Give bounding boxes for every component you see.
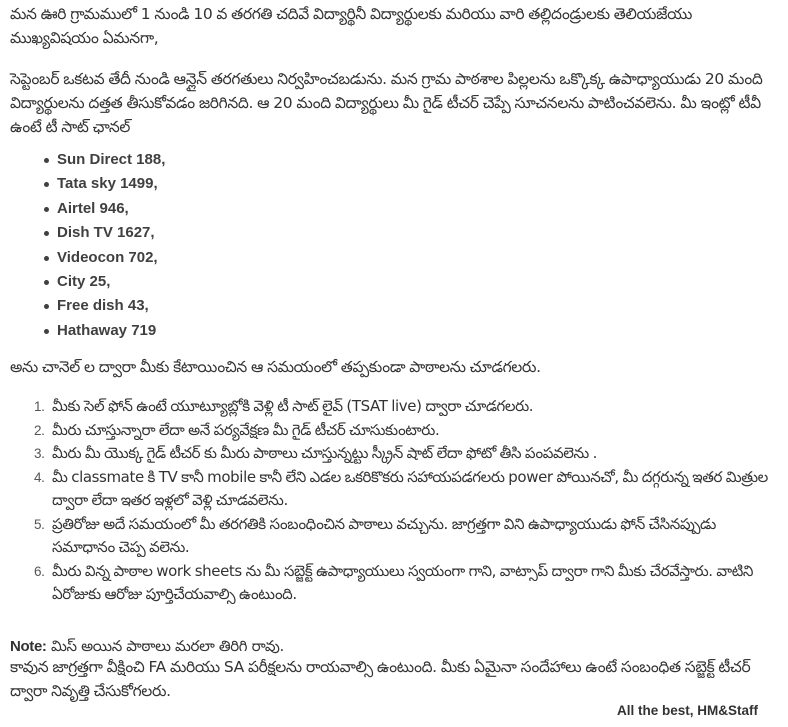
note-text: మిస్ అయిన పాఠాలు మరలా తిరిగి రావు.: [46, 637, 284, 655]
intro-paragraph: మన ఊరి గ్రామములో 1 నుండి 10 వ తరగతి చదివే విద్యార్థినీ విద్యార్థులకు మరియు వారి తల్లిదండ్రులకు తెలియజేయు ముఖ్యవిషయం ఏమనగా,: [10, 5, 693, 47]
item-text: ప్రతిరోజు అదే సమయంలో మీ తరగతికి సంబంధించిన పాఠాలు వచ్చును. జాగ్రత్తగా విని ఉపాధ్యాయుడు ఫోన్ చేసినప్పుడు సమాధానం చెప్ప వలెను.: [52, 514, 716, 556]
instruction-item: [10, 513, 782, 560]
instruction-item: [10, 466, 782, 513]
item-number: 2.: [34, 422, 45, 438]
closing-paragraph: కావున జాగ్రత్తగా వీక్షించి FA మరియు SA పరీక్షలను రాయవాల్సి ఉంటుంది. మీకు ఏమైనా సందేహాలు ఉంటే సంబంధిత సబ్జెక్ట్ టీచర్ ద్వారా నివృత్తి చేసుకోగలరు.: [10, 658, 751, 700]
item-number: 5.: [34, 516, 45, 532]
instruction-item: [10, 419, 782, 443]
item-number: 4.: [34, 469, 45, 485]
item-text: మీరు చూస్తున్నారా లేదా అనే పర్యవేక్షణ మీ గైడ్ టీచర్ చూసుకుంటారు.: [52, 420, 440, 439]
channel-item: Tata sky 1499,: [10, 172, 165, 196]
item-text: మీకు సెల్ ఫోన్ ఉంటే యూట్యూబ్లోకి వెళ్లి టీ సాట్ లైవ్ (TSAT live) ద్వారా చూడగలరు.: [52, 397, 534, 415]
bullet-icon: [44, 158, 49, 163]
item-number: 1.: [34, 399, 45, 414]
signoff: All the best, HM&Staff: [616, 703, 758, 718]
item-text: మీ classmate కి TV కానీ mobile కానీ లేని ఎడల ఒకరికొకరు సహాయపడగలరు power పోయినచో, మీ దగ్గరున్న ఇతర మిత్రుల ద్వారా లేదా ఇతర ఇళ్లలో వెళ్లి చూడవలెను.: [52, 467, 768, 509]
bullet-icon: [44, 304, 49, 309]
bullet-icon: [44, 231, 49, 236]
instruction-item: [10, 442, 782, 466]
item-number: 3.: [34, 446, 45, 461]
channel-item: Free dish 43,: [10, 294, 165, 318]
item-text: మీరు విన్న పాఠాల work sheets ను మీ సబ్జెక్ట్ ఉపాధ్యాయులు స్వయంగా గాని, వాట్సాప్ ద్వారా గాని మీకు చేరవేస్తారు. వాటిని ఏరోజుకు ఆరోజు పూర్తిచేయవాల్సి ఉంటుంది.: [52, 561, 754, 603]
channel-item: Hathaway 719: [10, 319, 165, 343]
bullet-icon: [44, 207, 49, 212]
bullet-icon: [44, 280, 49, 285]
schedule-paragraph: సెప్టెంబర్ ఒకటవ తేదీ నుండి ఆన్లైన్ తరగతులు నిర్వహించబడును. మన గ్రామ పాఠశాల పిల్లలను ఒక్కొక్క ఉపాధ్యాయుడు 20 మంది విద్యార్థులను దత్తత తీసుకోవడం జరిగినది. ఆ 20 మంది విద్యార్థులు మీ గైడ్ టీచర్ చెప్పే సూచనలను పాటించవలెను. మీ ఇంట్లో టీవీ ఉంటే టీ సాట్ ఛానల్: [10, 70, 763, 136]
item-text: మీరు మీ యొక్క గైడ్ టీచర్ కు మీరు పాఠాలు చూస్తున్నట్టు స్క్రీన్ షాట్ లేదా ఫోటో తీసి పంపవలెను .: [52, 444, 597, 462]
channel-usage-paragraph: అను చానెల్ ల ద్వారా మీకు కేటాయించిన ఆ సమయంలో తప్పకుండా పాఠాలను చూడగలరు.: [10, 358, 541, 376]
channel-list: [10, 148, 165, 343]
channel-item: City 25,: [10, 270, 165, 294]
instruction-list: [10, 395, 782, 607]
bullet-icon: [44, 256, 49, 261]
channel-item: Airtel 946,: [10, 197, 165, 221]
instruction-item: [10, 560, 782, 607]
instruction-item: [10, 395, 782, 419]
bullet-icon: [44, 329, 49, 334]
note-label: Note:: [10, 638, 47, 655]
channel-item: Sun Direct 188,: [10, 148, 165, 172]
channel-item: Videocon 702,: [10, 246, 165, 270]
item-number: 6.: [34, 563, 45, 579]
channel-item: Dish TV 1627,: [10, 221, 165, 245]
bullet-icon: [44, 182, 49, 187]
